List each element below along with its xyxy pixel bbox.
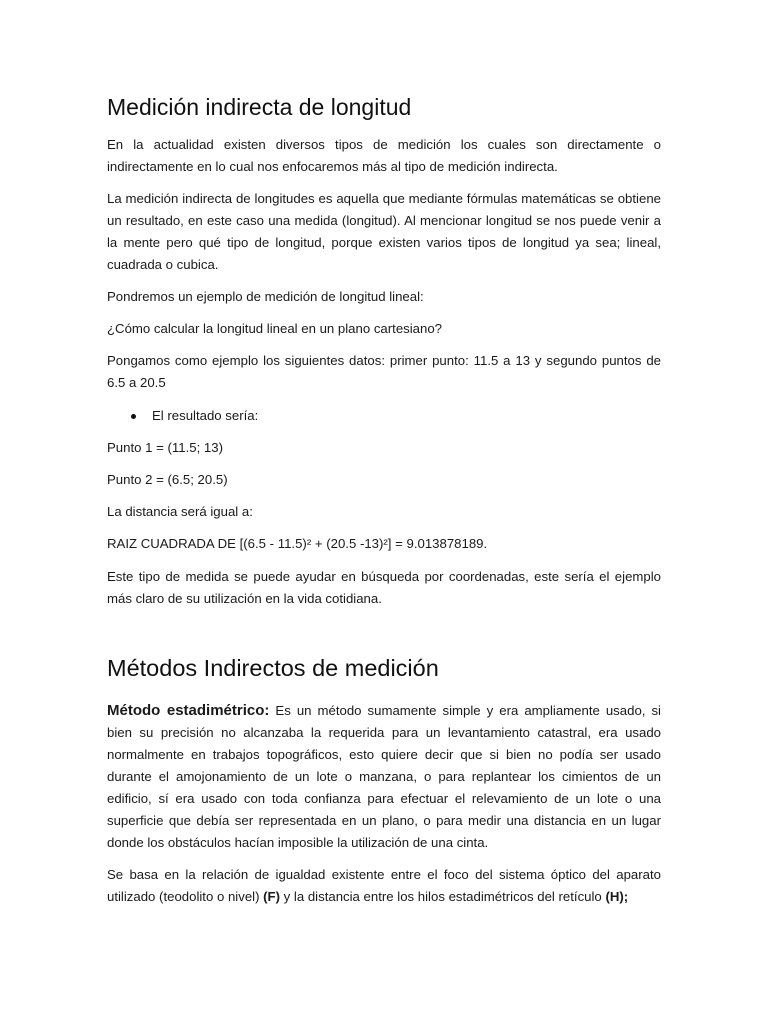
paragraph-basis xyxy=(107,864,661,908)
paragraph-text: Pondremos un ejemplo de medición de longitud lineal: xyxy=(107,289,424,304)
paragraph-example-data xyxy=(107,350,661,394)
paragraph-text: ¿Cómo calcular la longitud lineal en un plano cartesiano? xyxy=(107,321,443,336)
bullet-text: El resultado sería: xyxy=(152,408,259,423)
paragraph-point2 xyxy=(107,469,661,491)
paragraph-question xyxy=(107,318,661,340)
paragraph-text: La medición indirecta de longitudes es aquella que mediante fórmulas matemáticas se obtiene un resultado, en este caso una medida (longitud). Al mencionar longitud se nos puede venir a la mente pero qué tipo de longitud, porque existen varios tipos de longitud ya sea; lineal, cuadrada o cubica. xyxy=(107,191,661,272)
paragraph-text xyxy=(107,864,661,908)
paragraph-formula xyxy=(107,533,661,555)
text-run: Se basa en la relación de igualdad existente entre el foco del sistema óptico del aparato utilizado (teodolito o nivel) xyxy=(107,867,661,904)
paragraph-text: Este tipo de medida se puede ayudar en búsqueda por coordenadas, este sería el ejemplo más claro de su utilización en la vida cotidiana. xyxy=(107,569,661,606)
symbol-f: (F) xyxy=(263,889,280,904)
paragraph-conclusion xyxy=(107,566,661,610)
paragraph-text xyxy=(107,700,661,854)
paragraph-rest: Es un método sumamente simple y era ampliamente usado, si bien su precisión no alcanzaba la requerida para un levantamiento catastral, era usado normalmente en trabajos topográficos, esto quiere decir que si bien no podía ser usado durante el amojonamiento de un lote o manzana, o para replantear los cimientos de un edificio, sí era usado con toda confianza para efectuar el relevamiento de un lote o una superficie que debía ser representada en un plano, o para medir una distancia en un lugar donde los obstáculos hacían imposible la utilización de una cinta. xyxy=(107,703,661,850)
paragraph-text: Punto 1 = (11.5; 13) xyxy=(107,440,223,455)
section-title-metodos-indirectos: Métodos Indirectos de medición xyxy=(107,655,439,681)
paragraph-text: En la actualidad existen diversos tipos de medición los cuales son directamente o indirectamente en lo cual nos enfocaremos más al tipo de medición indirecta. xyxy=(107,137,661,174)
paragraph-text: Pongamos como ejemplo los siguientes datos: primer punto: 11.5 a 13 y segundo puntos de 6.5 a 20.5 xyxy=(107,353,661,390)
bullet-icon xyxy=(131,414,136,419)
lead-term: Método estadimétrico: xyxy=(107,702,270,719)
paragraph-text: La distancia será igual a: xyxy=(107,504,253,519)
paragraph-metodo-estadimetrico xyxy=(107,700,661,854)
paragraph-intro xyxy=(107,134,661,178)
symbol-h: (H); xyxy=(605,889,629,904)
bullet-item xyxy=(107,405,661,427)
paragraph-definition xyxy=(107,188,661,276)
paragraph-point1 xyxy=(107,437,661,459)
section-title-medicion-indirecta: Medición indirecta de longitud xyxy=(107,94,412,120)
paragraph-example-intro xyxy=(107,286,661,308)
paragraph-distance-intro xyxy=(107,501,661,523)
text-run: y la distancia entre los hilos estadimétricos del retículo xyxy=(279,889,606,904)
paragraph-text: Punto 2 = (6.5; 20.5) xyxy=(107,472,228,487)
paragraph-text: RAIZ CUADRADA DE [(6.5 - 11.5)² + (20.5 -13)²] = 9.013878189. xyxy=(107,536,488,551)
